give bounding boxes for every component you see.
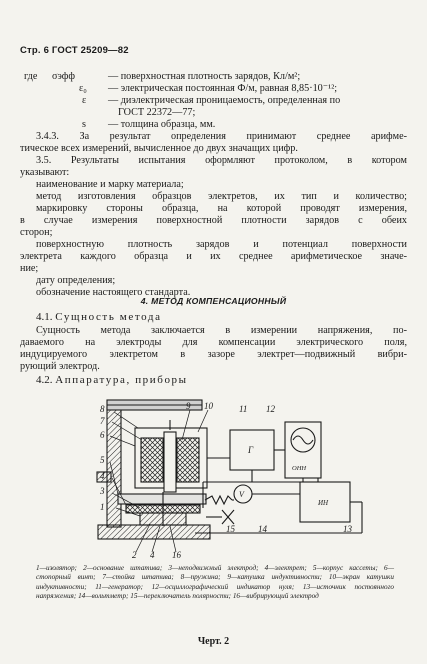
- label-4: 4: [100, 471, 105, 481]
- label-15: 15: [226, 524, 235, 534]
- p35-line1: 3.5. Результаты испытания оформляют протоколом, в котором: [36, 155, 407, 166]
- symbol-eps: ε: [82, 95, 87, 106]
- list-item-material: наименование и марку материала;: [36, 179, 184, 190]
- figure-title: Черт. 2: [197, 636, 230, 647]
- resistor: [205, 496, 232, 504]
- list-item-marking-2: в случае измерения поверхностной плотности зарядов с обеих: [20, 215, 407, 226]
- oscilloscope-label: ОНН: [292, 465, 307, 472]
- section-heading: 4. МЕТОД КОМПЕНСАЦИОННЫЙ: [140, 296, 287, 306]
- symbol-sigma: σэфф: [52, 71, 75, 82]
- label-11: 11: [239, 404, 248, 414]
- s41-line1: Сущность метода заключается в измерении напряжения, по-: [36, 325, 407, 336]
- generator-label: Г: [248, 445, 254, 455]
- source-label: ИН: [318, 499, 329, 507]
- list-item-density-1: поверхностную плотность зарядов и потенциал поверхности: [36, 239, 407, 250]
- def-eps-line2: ГОСТ 22372—77;: [118, 107, 196, 118]
- coil-left: [141, 438, 163, 482]
- label-1: 1: [100, 502, 105, 512]
- label-2: 2: [132, 550, 137, 560]
- stand-base: [98, 525, 210, 539]
- label-16: 16: [172, 550, 181, 560]
- label-13: 13: [343, 524, 352, 534]
- list-item-marking-3: сторон;: [20, 227, 53, 238]
- s41-number: 4.1.: [36, 311, 53, 323]
- def-sigma: — поверхностная плотность зарядов, Кл/м²;: [108, 71, 301, 82]
- label-6: 6: [100, 430, 105, 440]
- label-8: 8: [100, 404, 105, 414]
- label-4b: 4: [150, 550, 155, 560]
- p343-line1: 3.4.3. За результат определения принимают среднее арифме-: [36, 131, 407, 142]
- p343-line2: тическое всех измерений, вычисленное до двух значащих цифр.: [20, 143, 298, 154]
- coil-core: [164, 432, 176, 492]
- symbol-s: s: [82, 119, 86, 130]
- figure-caption: 1—изолятор; 2—основание штатива; 3—неподвижный электрод; 4—электрет; 5—корпус кассеты; 6—стопорный винт; 7—стойка штатива; 8—пружина; 9—катушка индуктивности; 10—экран катушки индуктивности; 11—генератор; 12—осциллографический индикатор нуля; 13—источник постоянного напряжения; 14—вольтметр; 15—переключатель полярности; 16—вибрирующий электрод: [36, 564, 394, 601]
- list-item-method: метод изготовления образцов электретов, их тип и количество;: [36, 191, 407, 202]
- list-item-marking-1: маркировку стороны образца, на которой проводят измерения,: [36, 203, 407, 214]
- where-word: где: [24, 71, 38, 82]
- list-item-standard: обозначение настоящего стандарта.: [36, 287, 191, 298]
- label-5: 5: [100, 455, 105, 465]
- voltmeter-label: V: [239, 490, 244, 499]
- page-header: Стр. 6 ГОСТ 25209—82: [20, 45, 129, 56]
- def-s: — толщина образца, мм.: [108, 119, 216, 130]
- list-item-density-3: ние;: [20, 263, 39, 274]
- list-item-density-2: электрета каждого образца и их среднее арифметическое значе-: [20, 251, 407, 262]
- s42-title: Аппаратура, приборы: [55, 374, 188, 386]
- list-item-date: дату определения;: [36, 275, 116, 286]
- label-7: 7: [100, 416, 105, 426]
- cassette-body: [118, 494, 206, 504]
- s41-line3: индуцируемого электретом в зазоре электрет—подвижный вибри-: [20, 349, 407, 360]
- label-10: 10: [204, 401, 213, 411]
- label-3: 3: [100, 486, 105, 496]
- s41-title: Сущность метода: [55, 311, 162, 323]
- def-eps0: — электрическая постоянная Ф/м, равная 8,85·10⁻¹²;: [108, 83, 338, 94]
- label-12: 12: [266, 404, 275, 414]
- symbol-eps0: ε₀: [79, 83, 87, 94]
- s41-line2: даваемого на электроды для компенсации электрического поля,: [20, 337, 407, 348]
- coil-right: [177, 438, 199, 482]
- label-9: 9: [186, 401, 191, 411]
- p35-line2: указывают:: [20, 167, 70, 178]
- def-eps-line1: — диэлектрическая проницаемость, определенная по: [108, 95, 341, 106]
- s42-number: 4.2.: [36, 374, 53, 386]
- s41-line4: рующий электрод.: [20, 361, 100, 372]
- label-14: 14: [258, 524, 267, 534]
